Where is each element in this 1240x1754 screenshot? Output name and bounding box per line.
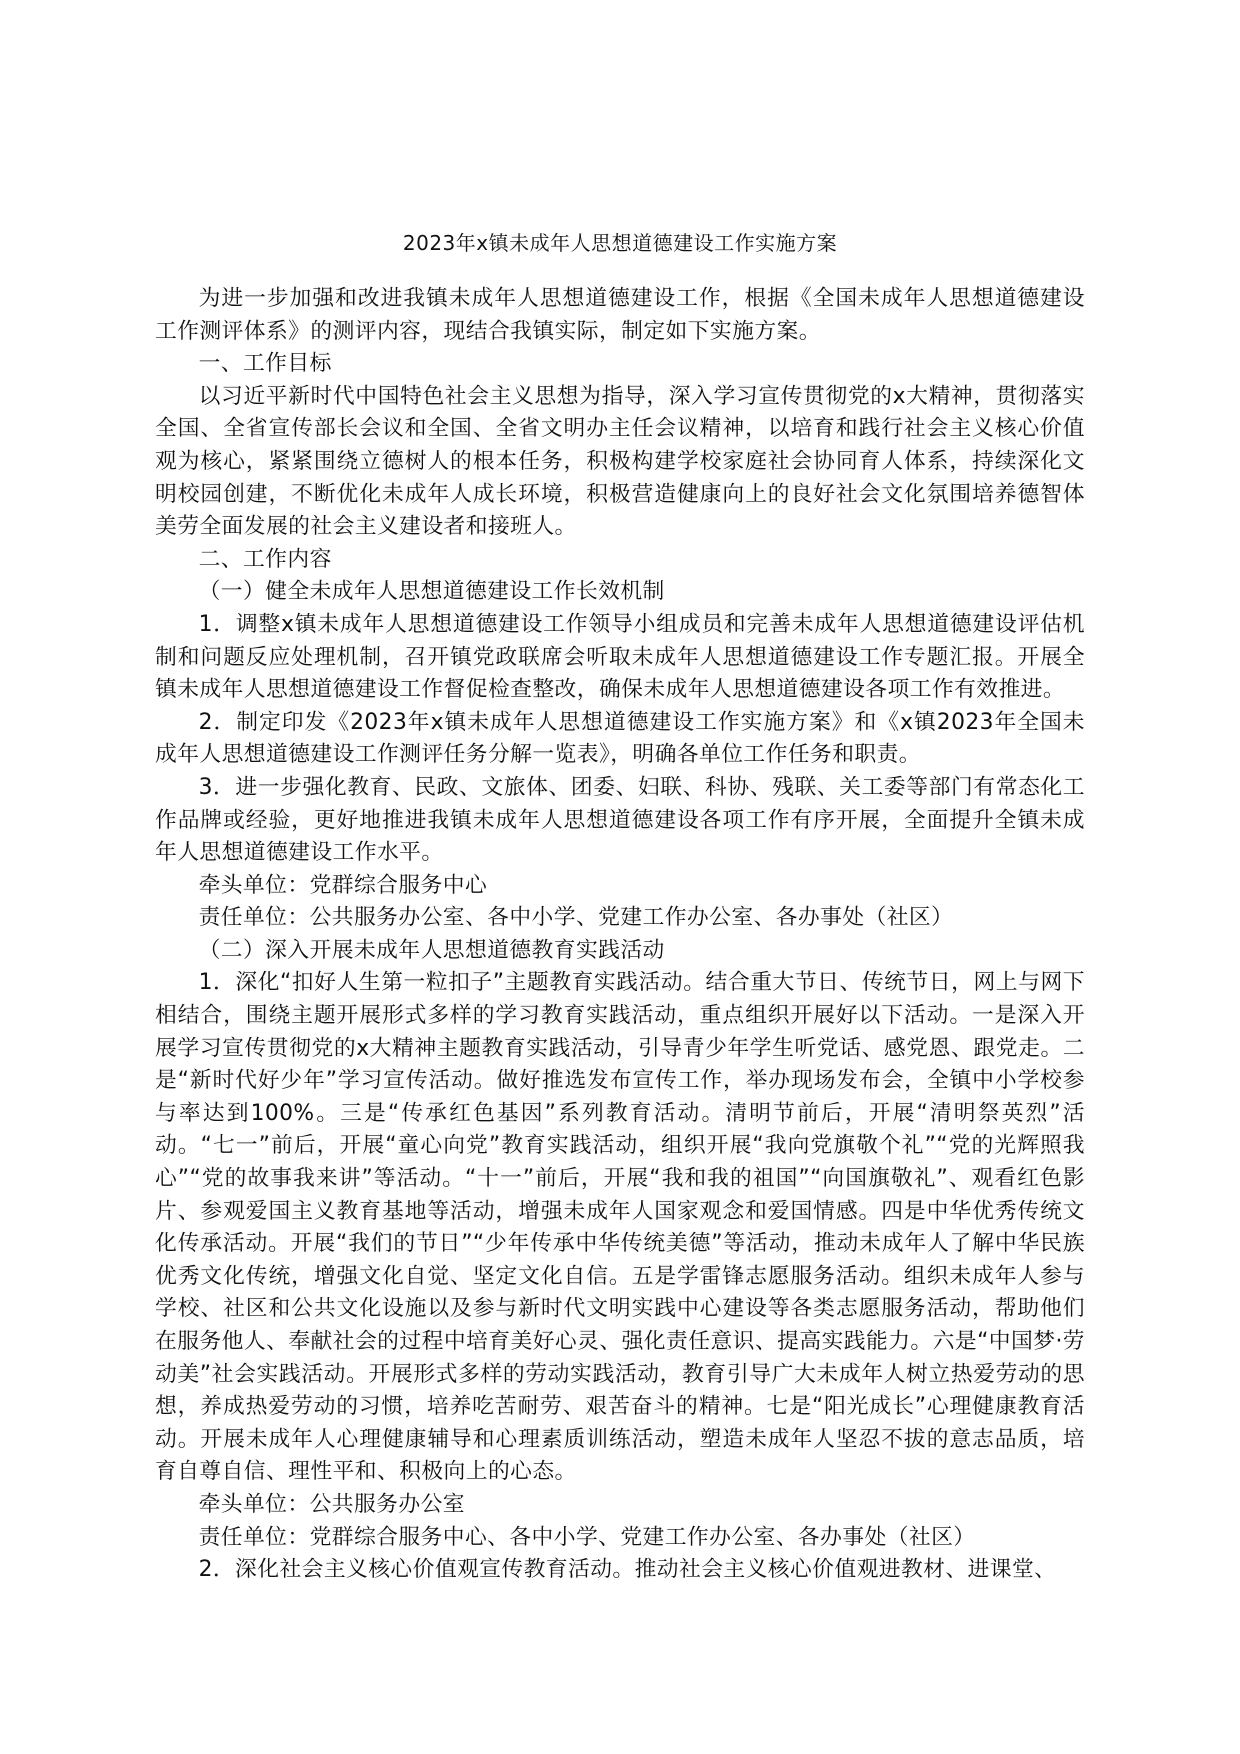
document-title: 2023年x镇未成年人思想道德建设工作实施方案 (402, 231, 838, 255)
mechanism-lead-unit: 牵头单位：党群综合服务中心 (198, 872, 488, 898)
subsection-heading-mechanism: （一）健全未成年人思想道德建设工作长效机制 (198, 579, 665, 605)
activities-responsible-units: 责任单位：党群综合服务中心、各中小学、党建工作办公室、各办事处（社区） (198, 1524, 976, 1550)
section-heading-content: 二、工作内容 (198, 546, 332, 572)
mechanism-item-2: 2．制定印发《2023年x镇未成年人思想道德建设工作实施方案》和《x镇2023年全国未成年人思想道德建设工作测评任务分解一览表》，明确各单位工作任务和职责。 (155, 709, 1085, 768)
intro-paragraph: 为进一步加强和改进我镇未成年人思想道德建设工作，根据《全国未成年人思想道德建设工作测评体系》的测评内容，现结合我镇实际，制定如下实施方案。 (155, 286, 1085, 344)
activities-item-1: 1．深化“扣好人生第一粒扣子”主题教育实践活动。结合重大节日、传统节日，网上与网下相结合，围绕主题开展形式多样的学习教育实践活动，重点组织开展好以下活动。一是深入开展学习宣传贯彻党的x大精神主题教育实践活动，引导青少年学生听党话、感党恩、跟党走。二是“新时代好少年”学习宣传活动。做好推选发布宣传工作，举办现场发布会，全镇中小学校参与率达到100%。三是“传承红色基因”系列教育活动。清明节前后，开展“清明祭英烈”活动。“七一”前后，开展“童心向党”教育实践活动，组织开展“我向党旗敬个礼”“党的光辉照我心”“党的故事我来讲”等活动。“十一”前后，开展“我和我的祖国”“向国旗敬礼”、观看红色影片、参观爱国主义教育基地等活动，增强未成年人国家观念和爱国情感。四是中华优秀传统文化传承活动。开展“我们的节日”“少年传承中华传统美德”等活动，推动未成年人了解中华民族优秀文化传统，增强文化自觉、坚定文化自信。五是学雷锋志愿服务活动。组织未成年人参与学校、社区和公共文化设施以及参与新时代文明实践中心建设等各类志愿服务活动，帮助他们在服务他人、奉献社会的过程中培育美好心灵、强化责任意识、提高实践能力。六是“中国梦·劳动美”社会实践活动。开展形式多样的劳动实践活动，教育引导广大未成年人树立热爱劳动的思想，养成热爱劳动的习惯，培养吃苦耐劳、艰苦奋斗的精神。七是“阳光成长”心理健康教育活动。开展未成年人心理健康辅导和心理素质训练活动，塑造未成年人坚忍不拔的意志品质，培育自尊自信、理性平和、积极向上的心态。 (155, 970, 1085, 1485)
mechanism-item-3: 3．进一步强化教育、民政、文旅体、团委、妇联、科协、残联、关工委等部门有常态化工作品牌或经验，更好地推进我镇未成年人思想道德建设各项工作有序开展，全面提升全镇未成年人思想道德建设工作水平。 (155, 774, 1085, 866)
mechanism-item-1: 1．调整x镇未成年人思想道德建设工作领导小组成员和完善未成年人思想道德建设评估机制和问题反应处理机制，召开镇党政联席会听取未成年人思想道德建设工作专题汇报。开展全镇未成年人思想道德建设工作督促检查整改，确保未成年人思想道德建设各项工作有效推进。 (155, 611, 1085, 703)
goals-paragraph: 以习近平新时代中国特色社会主义思想为指导，深入学习宣传贯彻党的x大精神，贯彻落实全国、全省宣传部长会议和全国、全省文明办主任会议精神，以培育和践行社会主义核心价值观为核心，紧紧围绕立德树人的根本任务，积极构建学校家庭社会协同育人体系，持续深化文明校园创建，不断优化未成年人成长环境，积极营造健康向上的良好社会文化氛围培养德智体美劳全面发展的社会主义建设者和接班人。 (155, 383, 1085, 540)
subsection-heading-activities: （二）深入开展未成年人思想道德教育实践活动 (198, 937, 665, 963)
document-body (155, 283, 1085, 1587)
section-heading-goals: 一、工作目标 (198, 351, 332, 377)
activities-lead-unit: 牵头单位：公共服务办公室 (198, 1491, 465, 1517)
mechanism-responsible-units: 责任单位：公共服务办公室、各中小学、党建工作办公室、各办事处（社区） (198, 905, 954, 931)
activities-item-2: 2．深化社会主义核心价值观宣传教育活动。推动社会主义核心价值观进教材、进课堂、 (198, 1557, 1057, 1583)
